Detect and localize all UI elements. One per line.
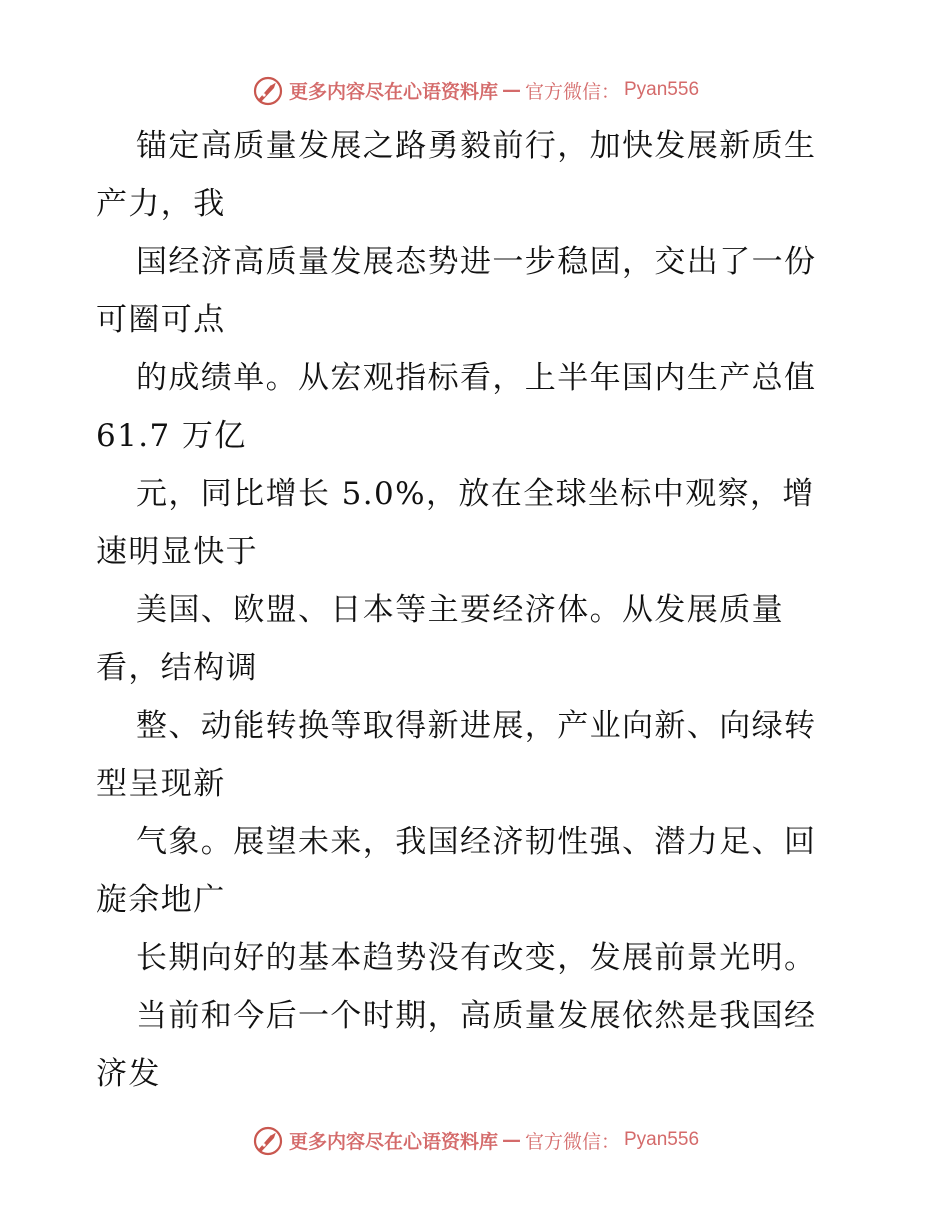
- footer-banner-content: [251, 1123, 699, 1157]
- text-line: 速明显快于: [96, 534, 258, 570]
- text-line: 锚定高质量发展之路勇毅前行，加快发展新质生: [136, 128, 817, 164]
- text-line: 产力，我: [96, 186, 226, 222]
- text-line: 当前和今后一个时期，高质量发展依然是我国经: [136, 998, 817, 1034]
- banner-contact-label: 官方微信：: [524, 80, 620, 103]
- banner-contact-id: Pyan556: [624, 1129, 700, 1150]
- text-line: 长期向好的基本趋势没有改变，发展前景光明。: [136, 940, 817, 976]
- text-line: 美国、欧盟、日本等主要经济体。从发展质量: [136, 592, 784, 628]
- text-line: 61.7 万亿: [96, 418, 247, 454]
- pen-nib-icon: [251, 73, 285, 107]
- text-line: 型呈现新: [96, 766, 226, 802]
- banner-main-text: 更多内容尽在心语资料库: [288, 80, 498, 103]
- text-line: 国经济高质量发展态势进一步稳固，交出了一份: [136, 244, 817, 280]
- text-line: 整、动能转换等取得新进展，产业向新、向绿转: [136, 708, 817, 744]
- text-line: 旋余地广: [96, 882, 226, 918]
- text-line: 元，同比增长 5.0%，放在全球坐标中观察，增: [136, 476, 815, 512]
- text-line: 济发: [96, 1056, 161, 1092]
- pen-nib-icon: [251, 1123, 285, 1157]
- header-banner-content: [251, 73, 699, 107]
- header-banner: [0, 70, 950, 110]
- text-line: 看，结构调: [96, 650, 258, 686]
- text-line: 可圈可点: [96, 302, 226, 338]
- text-line: 气象。展望未来，我国经济韧性强、潜力足、回: [136, 824, 817, 860]
- banner-contact-id: Pyan556: [624, 79, 700, 100]
- banner-dash: —: [501, 1129, 521, 1151]
- banner-main-text: 更多内容尽在心语资料库: [288, 1130, 498, 1153]
- banner-dash: —: [501, 79, 521, 101]
- banner-contact-label: 官方微信：: [524, 1130, 620, 1153]
- footer-banner: [0, 1120, 950, 1160]
- body-text: [96, 117, 856, 1103]
- text-line: 的成绩单。从宏观指标看，上半年国内生产总值: [136, 360, 817, 396]
